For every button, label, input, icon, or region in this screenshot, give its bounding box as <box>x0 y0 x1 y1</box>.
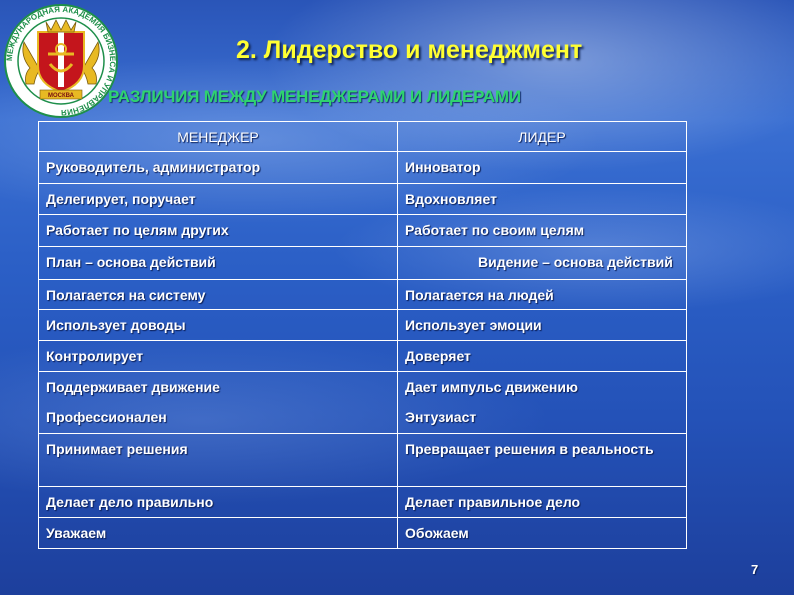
slide-subtitle: РАЗЛИЧИЯ МЕЖДУ МЕНЕДЖЕРАМИ И ЛИДЕРАМИ <box>108 87 521 106</box>
table-row <box>39 340 687 371</box>
cell-manager <box>39 372 398 434</box>
comparison-table <box>38 121 687 549</box>
table-row <box>39 246 687 279</box>
cell-leader: Превращает решения в реальность <box>398 434 687 486</box>
cell-manager: План – основа действий <box>39 246 398 279</box>
header-leader: ЛИДЕР <box>398 122 687 152</box>
cell-manager: Делегирует, поручает <box>39 184 398 215</box>
table-row <box>39 486 687 517</box>
cell-manager-line: Профессионален <box>46 409 167 426</box>
cell-leader-line: Энтузиаст <box>405 409 477 426</box>
cell-manager: Работает по целям других <box>39 215 398 246</box>
slide-title: 2. Лидерство и менеджмент <box>236 36 583 64</box>
table-row <box>39 372 687 434</box>
page-number: 7 <box>751 562 759 577</box>
table-header-row <box>39 122 687 152</box>
table-row <box>39 279 687 309</box>
crest-ribbon-text: МОСКВА <box>47 93 75 99</box>
cell-leader <box>398 372 687 434</box>
cell-leader-line: Дает импульс движению <box>405 379 578 396</box>
cell-leader: Инноватор <box>398 152 687 184</box>
cell-manager: Уважаем <box>39 517 398 548</box>
cell-leader: Полагается на людей <box>398 279 687 309</box>
cell-leader: Обожаем <box>398 517 687 548</box>
header-manager: МЕНЕДЖЕР <box>39 122 398 152</box>
cell-leader: Видение – основа действий <box>398 246 687 279</box>
cell-leader: Работает по своим целям <box>398 215 687 246</box>
cell-manager: Использует доводы <box>39 309 398 340</box>
table-row <box>39 309 687 340</box>
cell-leader: Доверяет <box>398 340 687 371</box>
crest-ring-text: МЕЖДУНАРОДНАЯ АКАДЕМИЯ БИЗНЕСА И УПРАВЛЕНИЯ <box>4 4 118 118</box>
cell-manager: Полагается на систему <box>39 279 398 309</box>
cell-manager: Руководитель, администратор <box>39 152 398 184</box>
cell-leader: Использует эмоции <box>398 309 687 340</box>
cell-manager: Принимает решения <box>39 434 398 486</box>
table-row <box>39 184 687 215</box>
cell-leader: Вдохновляет <box>398 184 687 215</box>
cell-leader: Делает правильное дело <box>398 486 687 517</box>
cell-manager-line: Поддерживает движение <box>46 379 220 396</box>
table-row <box>39 434 687 486</box>
table-row <box>39 215 687 246</box>
cell-manager: Контролирует <box>39 340 398 371</box>
cell-manager: Делает дело правильно <box>39 486 398 517</box>
academy-crest-logo <box>2 2 120 120</box>
table-row <box>39 152 687 184</box>
table-row <box>39 517 687 548</box>
